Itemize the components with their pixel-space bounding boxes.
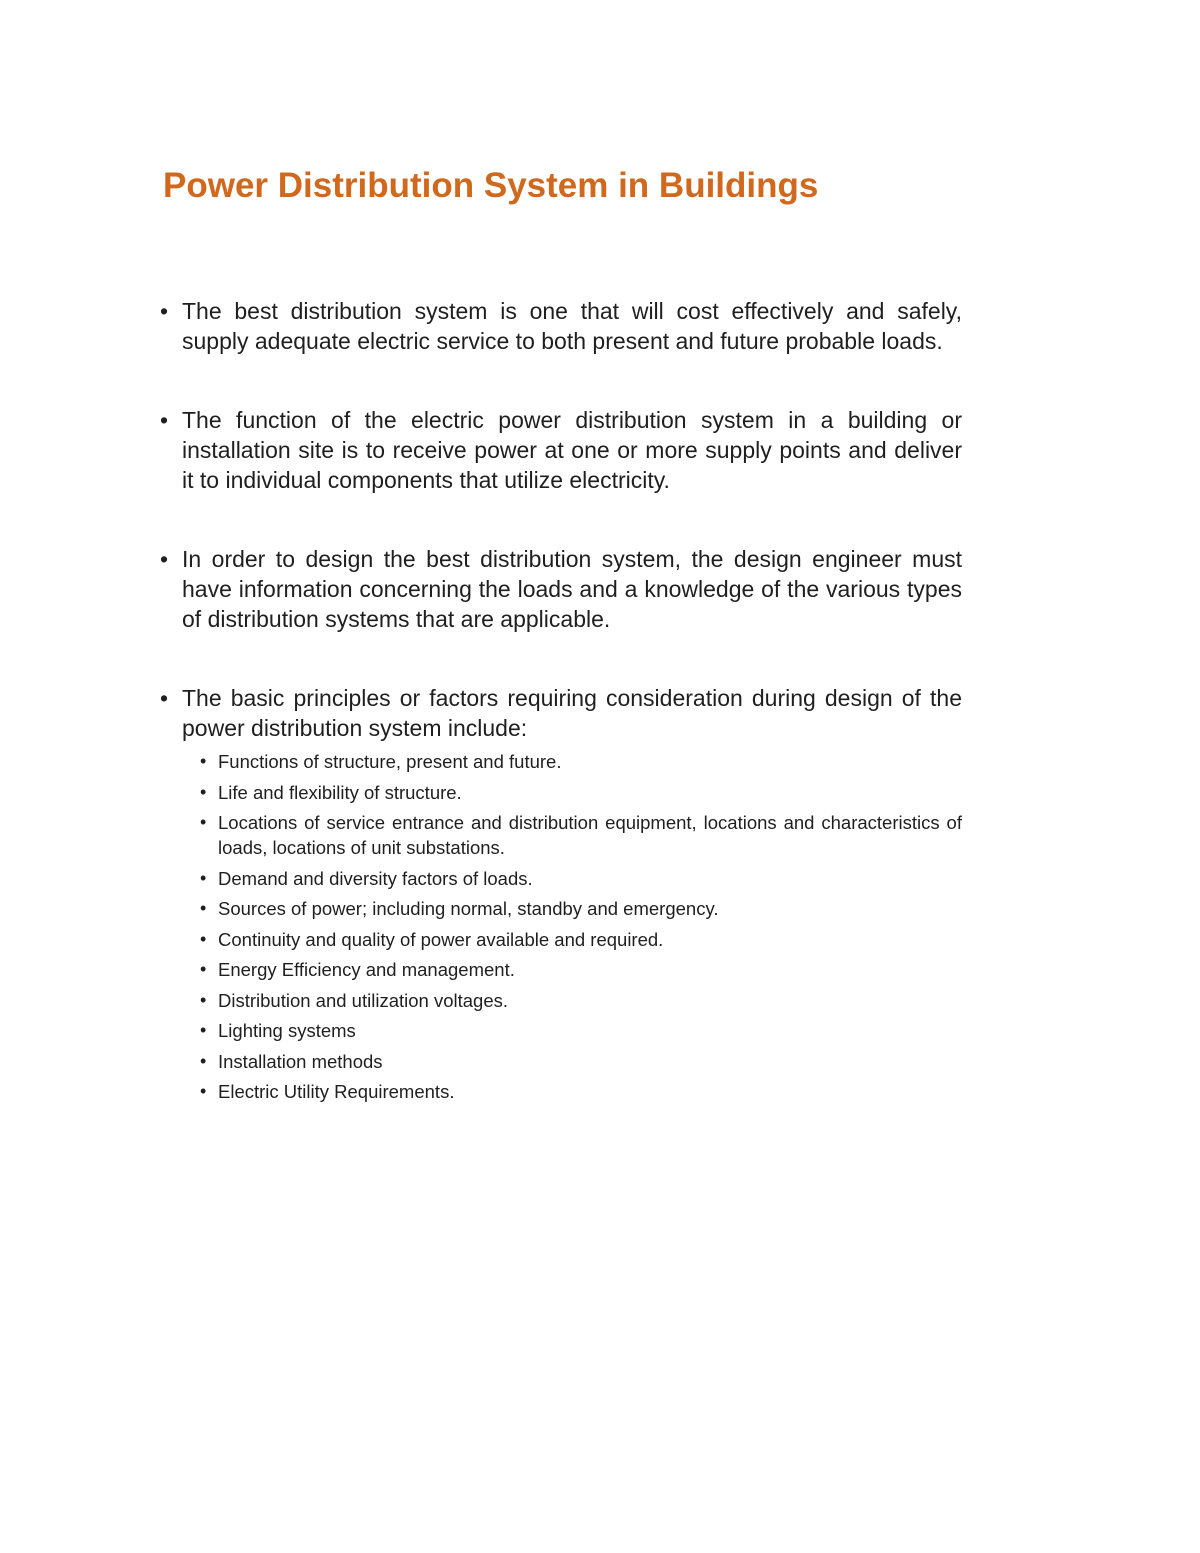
- bullet-item: [158, 683, 962, 1104]
- bullet-icon: •: [160, 407, 169, 433]
- sub-bullet-text: Distribution and utilization voltages.: [218, 989, 508, 1011]
- sub-bullet-item: [182, 780, 962, 805]
- bullet-icon: •: [200, 959, 207, 979]
- sub-bullet-text: Electric Utility Requirements.: [218, 1081, 455, 1102]
- sub-bullet-item: [182, 810, 962, 860]
- sub-bullet-item: [182, 896, 962, 921]
- sub-bullet-text: Installation methods: [218, 1050, 383, 1072]
- bullet-item: [158, 544, 962, 634]
- bullet-icon: •: [160, 298, 169, 324]
- bullet-icon: •: [200, 812, 207, 832]
- sub-bullet-item: [182, 957, 962, 982]
- sub-bullet-text: Life and flexibility of structure.: [218, 781, 462, 803]
- bullet-list: [158, 296, 962, 1110]
- bullet-text: The function of the electric power distribution system in a building or installation site is to receive power at one or more supply points and deliver it to individual components that utilize electricity.: [182, 407, 962, 493]
- bullet-icon: •: [200, 928, 207, 949]
- bullet-icon: •: [200, 898, 207, 918]
- sub-bullet-item: [182, 927, 962, 952]
- sub-bullet-text: Lighting systems: [218, 1020, 356, 1041]
- sub-bullet-item: [182, 1018, 962, 1043]
- bullet-icon: •: [200, 867, 207, 888]
- bullet-text: In order to design the best distribution system, the design engineer must have information concerning the loads and a knowledge of the various types of distribution systems that are applicable.: [182, 546, 962, 632]
- bullet-icon: •: [200, 1081, 207, 1101]
- bullet-icon: •: [200, 1020, 207, 1040]
- bullet-item: [158, 296, 962, 356]
- bullet-icon: •: [200, 1050, 207, 1071]
- sub-bullet-text: Sources of power; including normal, standby and emergency.: [218, 898, 719, 919]
- sub-bullet-text: Locations of service entrance and distribution equipment, locations and characteristics of loads, locations of unit substations.: [218, 812, 962, 858]
- sub-bullet-text: Demand and diversity factors of loads.: [218, 867, 533, 889]
- bullet-icon: •: [200, 781, 207, 802]
- bullet-icon: •: [200, 989, 207, 1010]
- bullet-text: The best distribution system is one that will cost effectively and safely, supply adequate electric service to both present and future probable loads.: [182, 298, 962, 354]
- sub-bullet-item: [182, 988, 962, 1013]
- sub-bullet-item: [182, 1049, 962, 1074]
- sub-bullet-list: [182, 749, 962, 1104]
- sub-bullet-text: Functions of structure, present and future.: [218, 751, 562, 772]
- sub-bullet-item: [182, 749, 962, 774]
- bullet-text: The basic principles or factors requiring consideration during design of the power distribution system include:: [182, 685, 962, 741]
- sub-bullet-item: [182, 866, 962, 891]
- bullet-icon: •: [160, 685, 169, 711]
- bullet-icon: •: [160, 546, 169, 572]
- sub-bullet-text: Continuity and quality of power available and required.: [218, 928, 664, 950]
- sub-bullet-text: Energy Efficiency and management.: [218, 959, 515, 980]
- page-title: Power Distribution System in Buildings: [163, 166, 819, 205]
- bullet-item: [158, 405, 962, 495]
- sub-bullet-item: [182, 1079, 962, 1104]
- bullet-icon: •: [200, 751, 207, 771]
